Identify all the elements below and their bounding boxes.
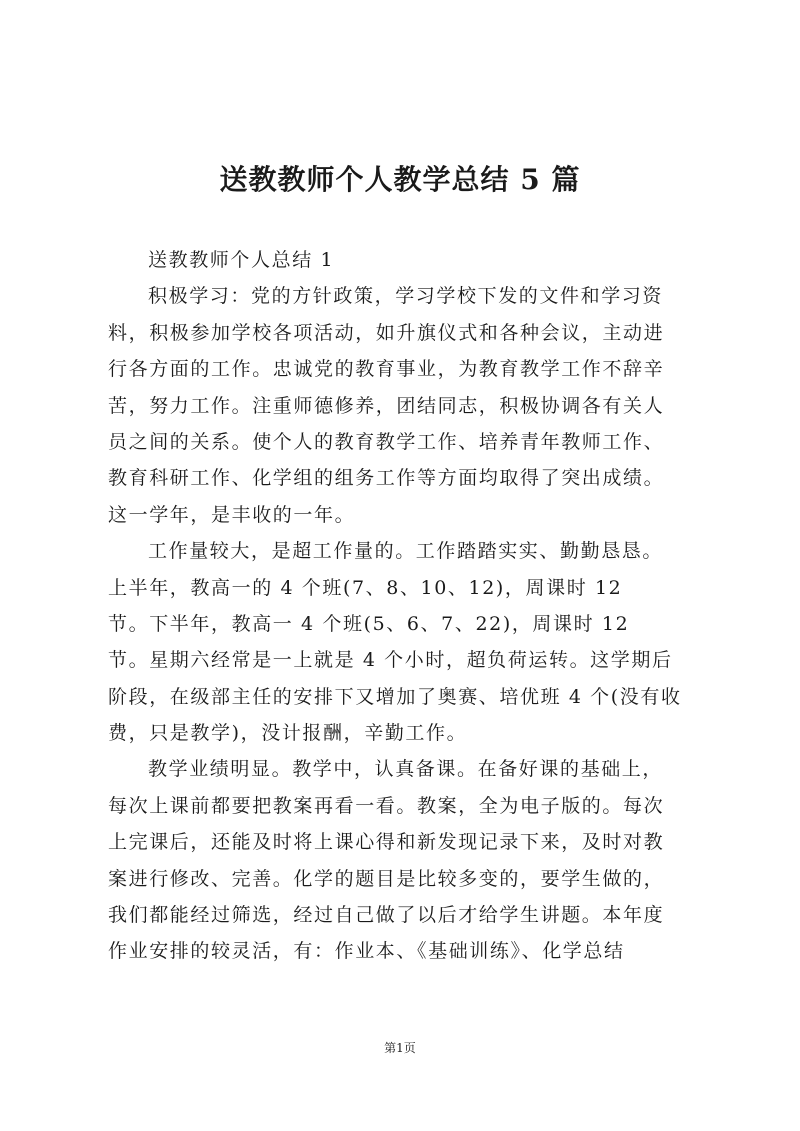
paragraph-line: 节。星期六经常是一上就是 4 个小时，超负荷运转。这学期后 <box>108 649 673 672</box>
paragraph-line: 这一学年，是丰收的一年。 <box>108 503 356 526</box>
paragraph-line: 费，只是教学)，没计报酬，辛勤工作。 <box>108 722 468 745</box>
paragraph-line: 苦，努力工作。注重师德修养，团结同志，积极协调各有关人 <box>108 394 665 417</box>
paragraph-line: 案进行修改、完善。化学的题目是比较多变的，要学生做的， <box>108 867 665 890</box>
paragraph-line: 料，积极参加学校各项活动，如升旗仪式和各种会议，主动进 <box>108 321 665 344</box>
paragraph-line: 积极学习：党的方针政策，学习学校下发的文件和学习资 <box>148 285 664 308</box>
paragraph-line: 行各方面的工作。忠诚党的教育事业，为教育教学工作不辞辛 <box>108 358 665 381</box>
paragraph-line: 教育科研工作、化学组的组务工作等方面均取得了突出成绩。 <box>108 467 665 490</box>
paragraph-line: 阶段，在级部主任的安排下又增加了奥赛、培优班 4 个(没有收 <box>108 685 682 708</box>
section-heading: 送教教师个人总结 1 <box>148 249 335 271</box>
paragraph-line: 员之间的关系。使个人的教育教学工作、培养青年教师工作、 <box>108 430 665 453</box>
paragraph-line: 上半年，教高一的 4 个班(7、8、10、12)，周课时 12 <box>108 576 623 599</box>
page-number: 第1页 <box>384 1041 416 1055</box>
document-body <box>108 242 694 970</box>
paragraph-line: 上完课后，还能及时将上课心得和新发现记录下来，及时对教 <box>108 831 665 854</box>
paragraph-line: 教学业绩明显。教学中，认真备课。在备好课的基础上， <box>148 758 664 781</box>
document-title: 送教教师个人教学总结 5 篇 <box>219 163 581 196</box>
paragraph-line: 工作量较大，是超工作量的。工作踏踏实实、勤勤恳恳。 <box>148 540 664 563</box>
paragraph-line: 每次上课前都要把教案再看一看。教案，全为电子版的。每次 <box>108 794 665 817</box>
paragraph-line: 节。下半年，教高一 4 个班(5、6、7、22)，周课时 12 <box>108 612 630 635</box>
paragraph-line: 我们都能经过筛选，经过自己做了以后才给学生讲题。本年度 <box>108 904 665 927</box>
paragraph-line: 作业安排的较灵活，有：作业本、《基础训练》、化学总结 <box>108 940 625 963</box>
